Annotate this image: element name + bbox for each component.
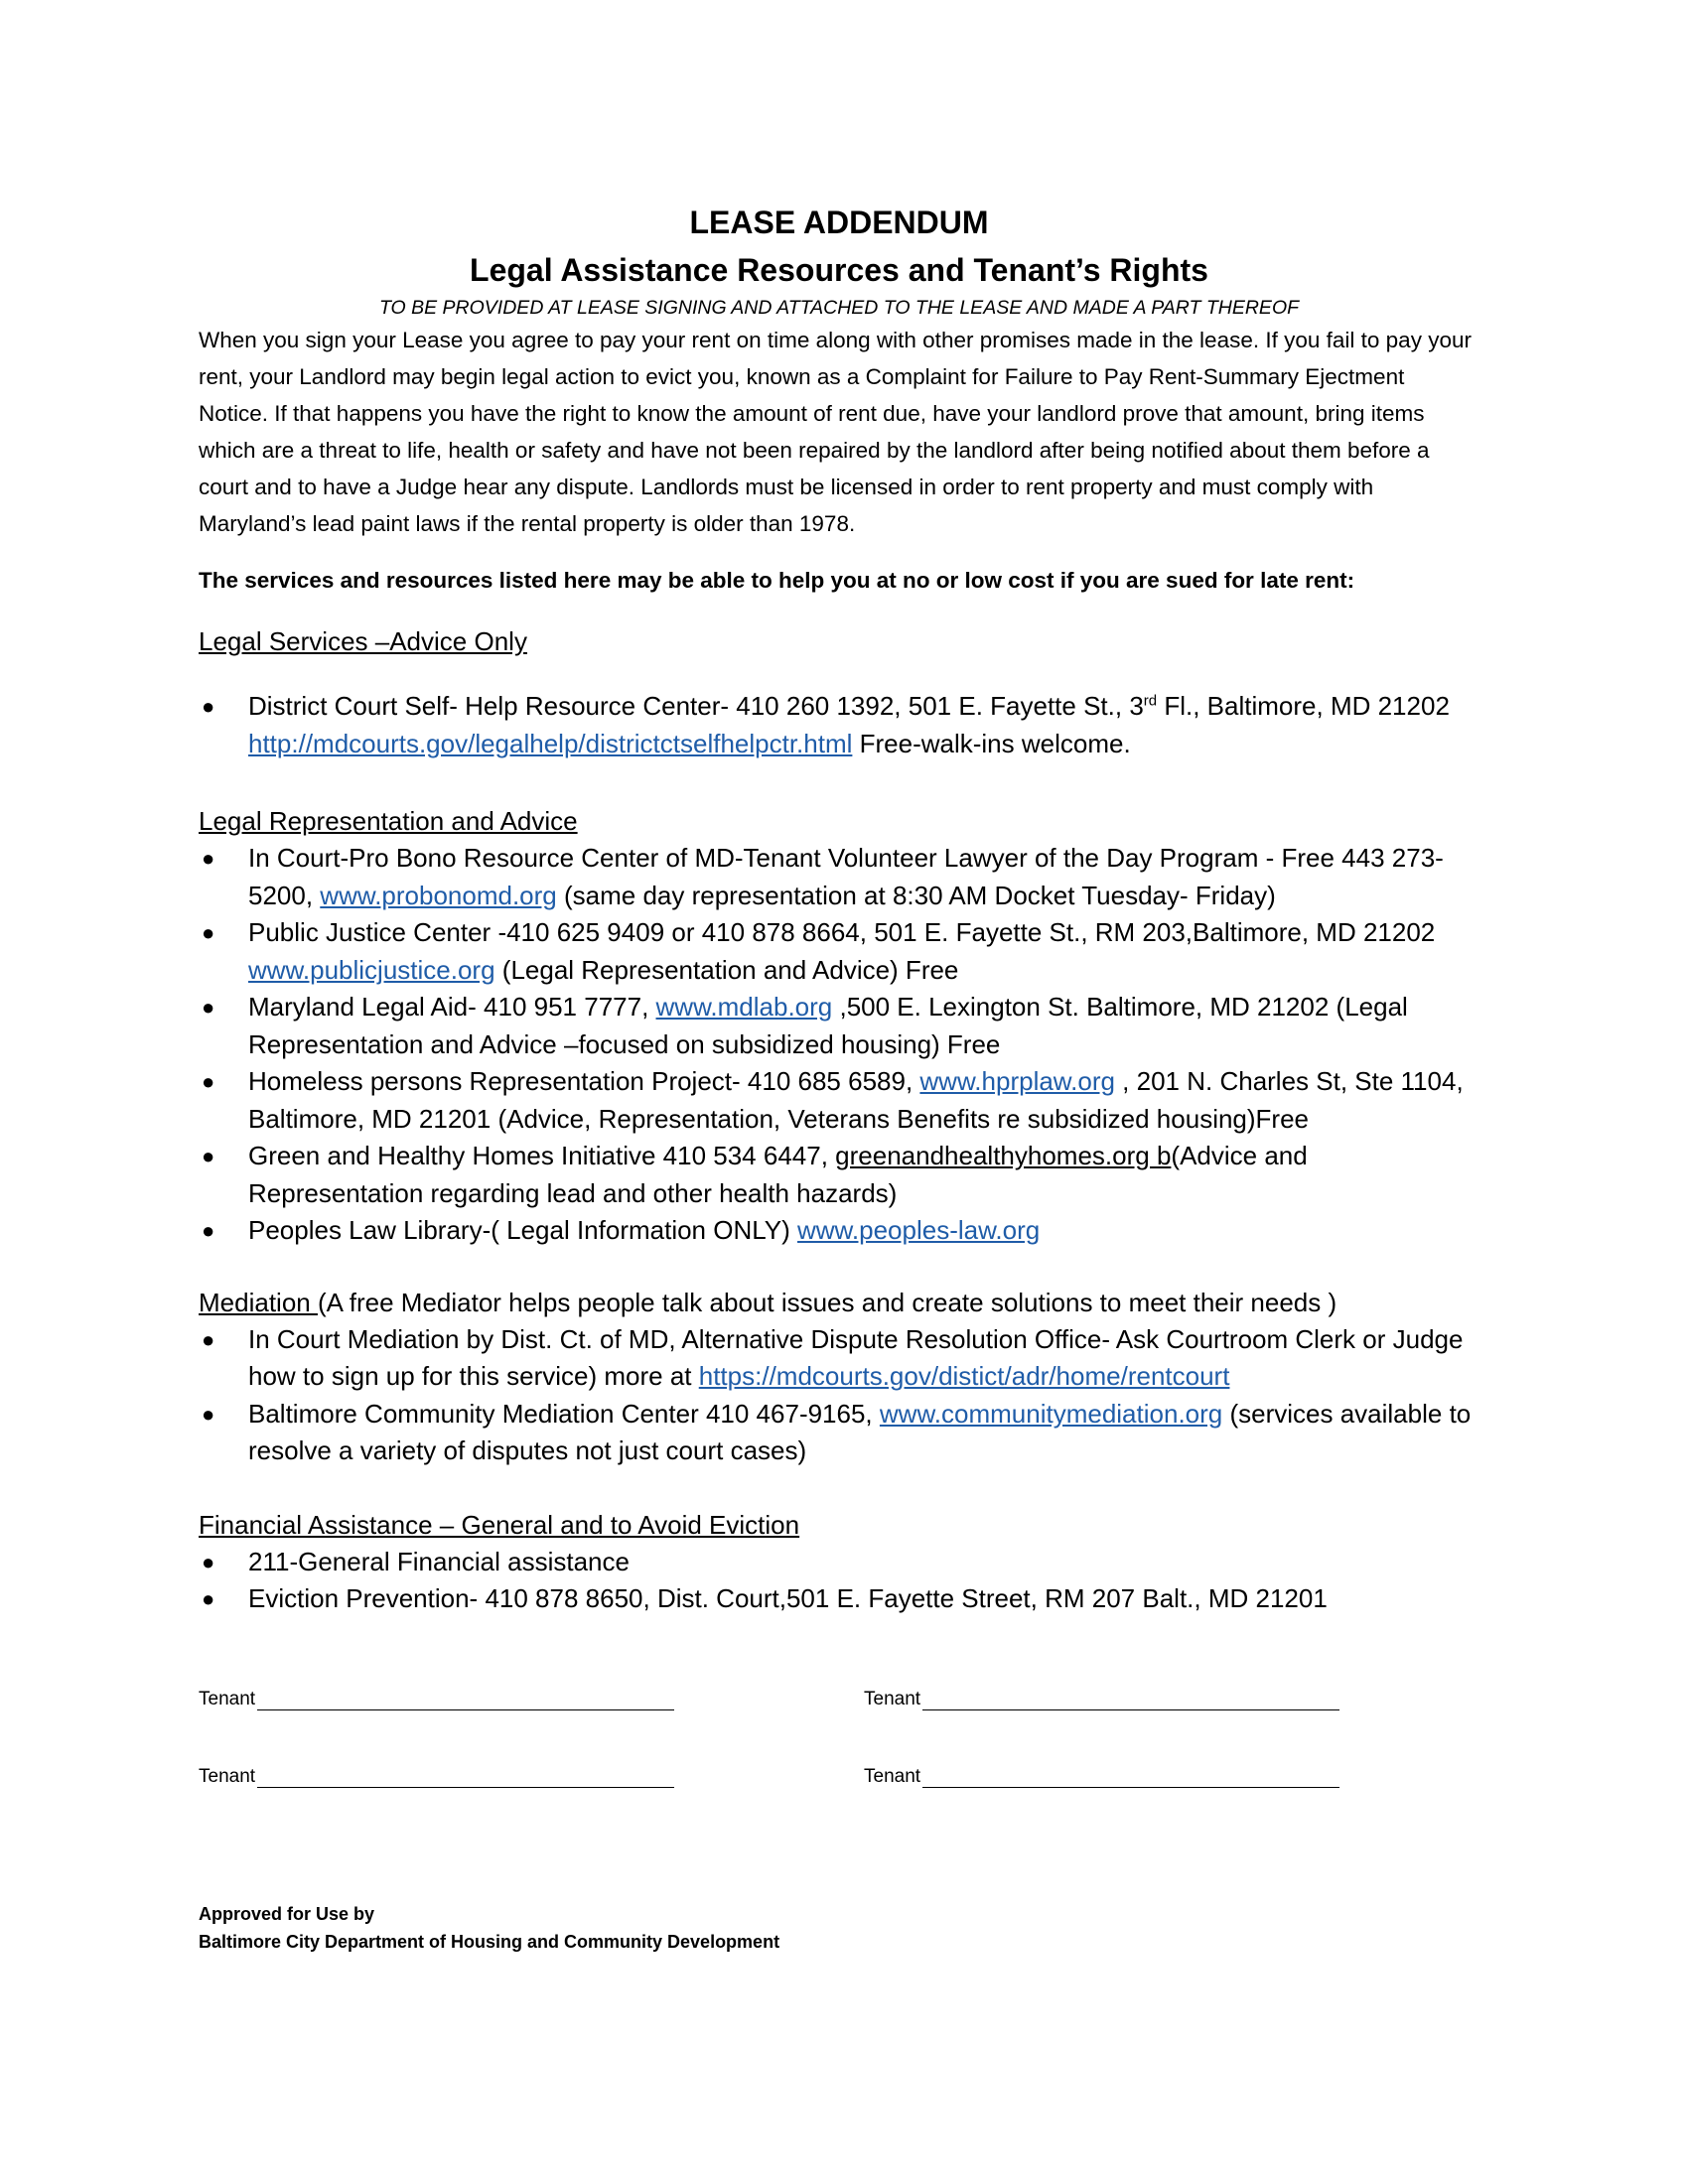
mediation-list [199,1321,1479,1470]
document-page [199,199,1479,1618]
mediation-note: (A free Mediator helps people talk about issues and create solutions to meet their needs ) [317,1287,1337,1317]
signature-line[interactable] [922,1765,1339,1788]
hprp-link[interactable]: www.hprplaw.org [919,1066,1115,1096]
community-mediation-link[interactable]: www.communitymediation.org [879,1398,1223,1429]
list-item: ● In Court-Pro Bono Resource Center of MD-Tenant Volunteer Lawyer of the Day Program - Free 443 273-5200, www.probonomd.org (same day representation at 8:30 AM Docket Tuesday- Friday) [199,840,1479,914]
list-item: ● Public Justice Center -410 625 9409 or 410 878 8664, 501 E. Fayette St., RM 203,Baltimore, MD 21202 www.publicjustice.org (Legal Representation and Advice) Free [199,914,1479,989]
section-advice-only [199,622,1479,762]
tenant-label: Tenant [864,1766,921,1787]
green-healthy-homes-link[interactable]: greenandhealthyhomes.org b [835,1141,1172,1170]
signature-line[interactable] [257,1688,674,1710]
probono-link[interactable]: www.probonomd.org [320,880,557,910]
bullet-icon: ● [202,1586,215,1611]
attachment-notice: TO BE PROVIDED AT LEASE SIGNING AND ATTACHED TO THE LEASE AND MADE A PART THEREOF [378,297,1300,319]
section-heading-mediation: Mediation [199,1287,318,1317]
section-financial [199,1506,1479,1618]
approval-line-1: Approved for Use by [199,1904,375,1924]
tenant-label: Tenant [199,1689,256,1709]
tenant-label: Tenant [199,1766,256,1787]
representation-list [199,840,1479,1250]
bullet-icon: ● [202,1218,215,1243]
bullet-icon: ● [202,1549,215,1574]
list-item: ● Homeless persons Representation Project- 410 685 6589, www.hprplaw.org , 201 N. Charles St, Ste 1104, Baltimore, MD 21201 (Advice, Representation, Veterans Benefits re subsidized housing)Free [199,1063,1479,1138]
rent-court-link[interactable]: https://mdcourts.gov/distict/adr/home/rentcourt [698,1361,1230,1391]
list-item: ● Peoples Law Library-( Legal Information ONLY) www.peoples-law.org [199,1212,1479,1250]
bullet-icon: ● [202,1401,215,1427]
list-item: ● 211-General Financial assistance [199,1544,1479,1581]
list-item: ● District Court Self- Help Resource Center- 410 260 1392, 501 E. Fayette St., 3rd Fl., Baltimore, MD 21202 http://mdcourts.gov/legalhelp/districtctselfhelpctr.html Free-walk-ins welcome. [199,688,1479,762]
section-heading-financial: Financial Assistance – General and to Avoid Eviction [199,1509,800,1540]
tenant-signature-4[interactable] [864,1765,1339,1788]
bullet-icon: ● [202,846,215,871]
self-help-center-link[interactable]: http://mdcourts.gov/legalhelp/districtctselfhelpctr.html [248,728,853,758]
bullet-icon: ● [202,1144,215,1168]
section-representation [199,802,1479,1250]
section-heading-advice-only: Legal Services –Advice Only [199,626,527,656]
financial-list [199,1544,1479,1618]
list-item: ● Baltimore Community Mediation Center 410 467-9165, www.communitymediation.org (services available to resolve a variety of disputes not just court cases) [199,1396,1479,1470]
document-title: LEASE ADDENDUM [689,205,989,240]
tenant-signature-1[interactable] [199,1688,674,1710]
services-lead: The services and resources listed here may be able to help you at no or low cost if you are sued for late rent: [199,568,1355,593]
bullet-icon: ● [202,694,215,719]
bullet-icon: ● [202,1069,215,1094]
advice-only-list [199,688,1479,762]
signature-line[interactable] [257,1765,674,1788]
mediation-heading-row [199,1284,1479,1321]
approval-footer [199,1900,779,1956]
bullet-icon: ● [202,920,215,945]
section-heading-representation: Legal Representation and Advice [199,806,578,836]
list-item: ● In Court Mediation by Dist. Ct. of MD, Alternative Dispute Resolution Office- Ask Courtroom Clerk or Judge how to sign up for this service) more at https://mdcourts.gov/distict/adr/home/rentcourt [199,1321,1479,1396]
list-item: ● Eviction Prevention- 410 878 8650, Dist. Court,501 E. Fayette Street, RM 207 Balt., MD 21201 [199,1580,1479,1618]
tenant-signature-3[interactable] [199,1765,674,1788]
bullet-icon: ● [202,995,215,1020]
tenant-signature-2[interactable] [864,1688,1339,1710]
section-mediation [199,1284,1479,1470]
document-subtitle: Legal Assistance Resources and Tenant’s Rights [470,252,1208,288]
approval-line-2: Baltimore City Department of Housing and Community Development [199,1932,780,1952]
public-justice-link[interactable]: www.publicjustice.org [248,954,495,985]
peoples-law-link[interactable]: www.peoples-law.org [797,1215,1041,1245]
tenant-label: Tenant [864,1689,921,1709]
mdlab-link[interactable]: www.mdlab.org [655,992,833,1022]
intro-paragraph: When you sign your Lease you agree to pay your rent on time along with other promises made in the lease. If you fail to pay your rent, your Landlord may begin legal action to evict you, known as a Complaint for Failure to Pay Rent-Summary Ejectment Notice. If that happens you have the right to know the amount of rent due, have your landlord prove that amount, bring items which are a threat to life, health or safety and have not been repaired by the landlord after being notified about them before a court and to have a Judge hear any dispute. Landlords must be licensed in order to rent property and must comply with Maryland’s lead paint laws if the rental property is older than 1978. [199,328,1472,536]
list-item: ● Green and Healthy Homes Initiative 410 534 6447, greenandhealthyhomes.org b(Advice and Representation regarding lead and other health hazards) [199,1138,1479,1212]
list-item: ● Maryland Legal Aid- 410 951 7777, www.mdlab.org ,500 E. Lexington St. Baltimore, MD 21202 (Legal Representation and Advice –focused on subsidized housing) Free [199,989,1479,1063]
bullet-icon: ● [202,1326,215,1352]
signature-line[interactable] [922,1688,1339,1710]
